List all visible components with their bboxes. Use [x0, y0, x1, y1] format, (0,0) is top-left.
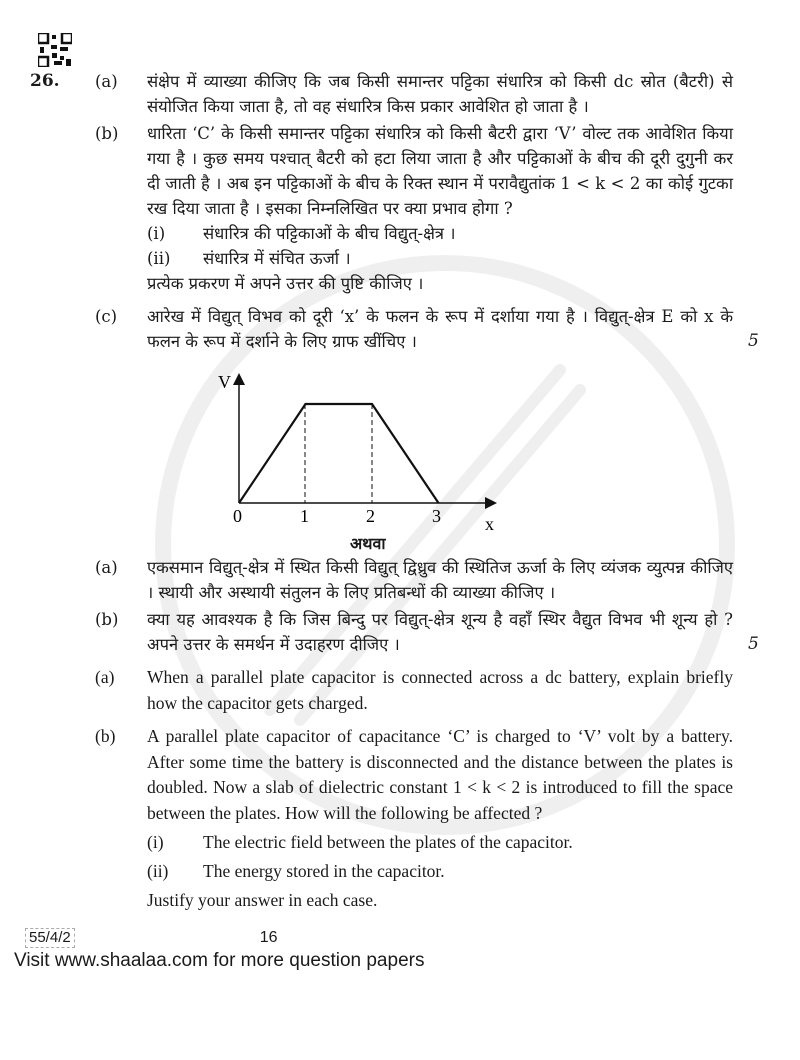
en-a-label: (a): [95, 667, 115, 687]
en-sub-i-text: The electric field between the plates of the capacitor.: [203, 832, 573, 852]
x-axis-label: x: [485, 514, 494, 533]
potential-curve: [239, 404, 439, 503]
english-part-b-text: A parallel plate capacitor of capacitance ‘C’ is charged to ‘V’ volt by a battery. After some time the battery is disconnected and the distance between the plates is doubled. Now a slab of dielectric constant 1 < k < 2 is introduced to fill the space between the plates. How will the following be affected ?: [147, 726, 733, 823]
english-part-a: [30, 665, 800, 716]
hindi-alt-a-text: एकसमान विद्युत्-क्षेत्र में स्थित किसी विद्युत् द्विध्रुव की स्थितिज ऊर्जा के लिए व्यंजक व्युत्पन्न कीजिए । स्थायी और अस्थायी संतुलन के लिए प्रतिबन्धों की व्याख्या कीजिए ।: [147, 558, 733, 602]
tick-label-2: 2: [366, 506, 375, 526]
y-axis-label: V: [218, 372, 231, 392]
paper-code: 55/4/2: [25, 928, 75, 948]
english-part-b: [30, 724, 800, 914]
tick-label-0: 0: [233, 506, 242, 526]
en-sub-i-label: (i): [147, 832, 164, 852]
hindi-justify-text: प्रत्येक प्रकरण में अपने उत्तर की पुष्टि कीजिए ।: [147, 274, 424, 293]
hindi-alt-b-text: क्या यह आवश्यक है कि जिस बिन्दु पर विद्युत्-क्षेत्र शून्य है वहाँ स्थिर वैद्युत विभव भी शून्य हो ? अपने उत्तर के समर्थन में उदाहरण दीजिए ।: [147, 610, 733, 654]
page-number: 16: [259, 928, 278, 946]
or-heading: अथवा: [350, 534, 386, 553]
hindi-part-b-text: धारिता ‘C’ के किसी समान्तर पट्टिका संधारित्र को किसी बैटरी द्वारा ‘V’ वोल्ट तक आवेशित किया गया है । कुछ समय पश्चात् बैटरी को हटा लिया जाता है और पट्टिकाओं के बीच की दूरी दुगुनी कर दी जाती है । अब इन पट्टिकाओं के बीच के रिक्त स्थान में परावैद्युतांक 1 < k < 2 का कोई गुटका रख दिया जाता है । इसका निम्नलिखित पर क्या प्रभाव होगा ?: [147, 124, 733, 218]
hindi-sub-ii-text: संधारित्र में संचित ऊर्जा ।: [203, 249, 351, 268]
tick-label-1: 1: [300, 506, 309, 526]
hindi-alt-a: [30, 555, 800, 605]
hindi-sub-ii-label: (ii): [147, 249, 171, 268]
hindi-alt-b: [30, 607, 800, 657]
hindi-sub-i-text: संधारित्र की पट्टिकाओं के बीच विद्युत्-क्षेत्र ।: [203, 224, 456, 243]
en-sub-ii-label: (ii): [147, 860, 169, 881]
hindi-sub-i-label: (i): [147, 224, 166, 243]
marks-5: 5: [748, 331, 759, 351]
hindi-part-c-text: आरेख में विद्युत् विभव को दूरी ‘x’ के फलन के रूप में दर्शाया गया है । विद्युत्-क्षेत्र E को x के फलन के रूप में दर्शाने के लिए ग्राफ खींचिए ।: [147, 307, 733, 351]
tick-label-3: 3: [432, 506, 441, 526]
marks-5-alt: 5: [748, 634, 759, 654]
hindi-part-c: [30, 304, 800, 354]
hindi-part-a-text: संक्षेप में व्याख्या कीजिए कि जब किसी समान्तर पट्टिका संधारित्र को किसी dc स्रोत (बैटरी) से संयोजित किया जाता है, तो वह संधारित्र किस प्रकार आवेशित हो जाता है ।: [147, 72, 733, 116]
part-a-label: (a): [95, 72, 118, 91]
part-c-label: (c): [95, 307, 118, 326]
alt-a-label: (a): [95, 558, 118, 577]
qr-code-icon: [38, 33, 72, 67]
question-number: 26.: [30, 71, 60, 91]
en-justify-text: Justify your answer in each case.: [147, 890, 378, 910]
visit-link[interactable]: Visit www.shaalaa.com for more question papers: [14, 949, 425, 971]
english-part-a-text: When a parallel plate capacitor is connected across a dc battery, explain briefly how the capacitor gets charged.: [147, 667, 733, 713]
potential-graph: [200, 358, 520, 533]
en-sub-ii-text: The energy stored in the capacitor.: [203, 860, 445, 881]
part-b-label: (b): [95, 124, 119, 143]
hindi-part-b: [30, 121, 800, 296]
hindi-part-a: [30, 69, 800, 119]
footer: [25, 928, 800, 948]
alt-b-label: (b): [95, 610, 119, 629]
en-b-label: (b): [95, 726, 116, 746]
